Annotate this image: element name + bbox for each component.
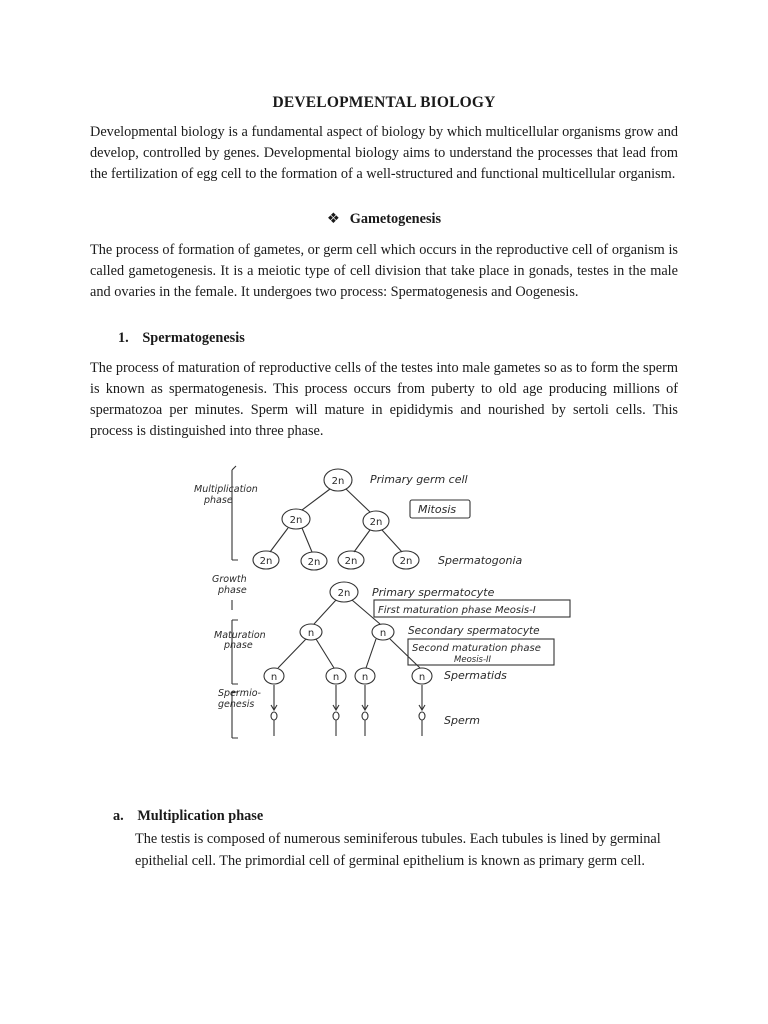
label-secondary-spermatocyte: Secondary spermatocyte — [408, 625, 540, 637]
sperm-3 — [362, 712, 368, 720]
phase-growth-line2: phase — [218, 585, 247, 596]
label-mitosis: Mitosis — [418, 503, 457, 516]
cell-label: n — [307, 628, 315, 639]
cell-label: n — [270, 672, 278, 683]
sperm-1 — [271, 712, 277, 720]
cell-label: 2n — [337, 588, 351, 599]
label-first-maturation: First maturation phase Meosis-I — [378, 605, 536, 616]
spermatogenesis-paragraph: The process of maturation of reproductive cells of the testes into male gametes so as to form the sperm is known as spermatogenesis. This process occurs from puberty to old age producing millions of spermatozoa per minutes. Sperm will mature in epididymis and nourished by sertoli cells. This process is distinguished into three phase. — [90, 360, 678, 439]
label-second-maturation-2: Meosis-II — [454, 655, 492, 665]
multiplication-phase-paragraph: The testis is composed of numerous seminiferous tubules. Each tubules is lined by germinal epithelial cell. The primordial cell of germinal epithelium is known as primary germ cell. — [135, 831, 661, 869]
phase-spermiogenesis-line1: Spermio- — [218, 688, 261, 699]
multiplication-phase-letter: a. — [113, 808, 124, 824]
page-title: DEVELOPMENTAL BIOLOGY — [272, 94, 496, 111]
phase-maturation-line1: Maturation — [214, 630, 266, 641]
phase-growth-line1: Growth — [212, 574, 247, 585]
spermatogenesis-heading — [118, 330, 245, 347]
label-second-maturation-1: Second maturation phase — [412, 643, 541, 654]
label-spermatogonia: Spermatogonia — [438, 554, 523, 567]
cell-label: 2n — [289, 515, 303, 526]
gametogenesis-heading — [0, 211, 768, 228]
cell-label: 2n — [399, 556, 413, 567]
label-primary-germ-cell: Primary germ cell — [370, 473, 468, 486]
cell-label: n — [418, 672, 426, 683]
cell-label: n — [361, 672, 369, 683]
cell-label: 2n — [307, 557, 321, 568]
cell-label: 2n — [344, 556, 358, 567]
phase-multiplication-line1: Multiplication — [194, 484, 258, 495]
sperm-2 — [333, 712, 339, 720]
multiplication-phase-heading-text: Multiplication phase — [137, 808, 264, 824]
phase-maturation-line2: phase — [224, 640, 253, 651]
cell-label: 2n — [369, 517, 383, 528]
spermatogenesis-diagram — [186, 448, 582, 768]
cell-label: n — [379, 628, 387, 639]
intro-paragraph: Developmental biology is a fundamental aspect of biology by which multicellular organisms grow and develop, controlled by genes. Developmental biology aims to understand the processes that lead from the fertilization of egg cell to the formation of a well-structured and functional multicellular organism. — [90, 124, 678, 182]
label-spermatids: Spermatids — [444, 669, 507, 682]
gametogenesis-paragraph: The process of formation of gametes, or germ cell which occurs in the reproductive cell of organism is called gametogenesis. It is a meiotic type of cell division that take place in gonads, testes in the male and ovaries in the female. It undergoes two process: Spermatogenesis and Oogenesis. — [90, 242, 678, 300]
gametogenesis-heading-text: Gametogenesis — [349, 211, 442, 227]
diamond-bullet-icon: ❖ — [326, 211, 340, 227]
sperm-4 — [419, 712, 425, 720]
phase-spermiogenesis-line2: genesis — [218, 699, 255, 710]
cell-label: n — [332, 672, 340, 683]
spermatogenesis-heading-text: Spermatogenesis — [142, 330, 245, 346]
multiplication-phase-heading — [113, 808, 263, 825]
phase-multiplication-line2: phase — [204, 495, 233, 506]
label-primary-spermatocyte: Primary spermatocyte — [372, 586, 495, 599]
spermatogenesis-number: 1. — [118, 330, 129, 346]
cell-label: 2n — [331, 476, 345, 487]
multiplication-bracket — [232, 466, 238, 560]
cell-label: 2n — [259, 556, 273, 567]
label-sperm: Sperm — [444, 714, 480, 727]
